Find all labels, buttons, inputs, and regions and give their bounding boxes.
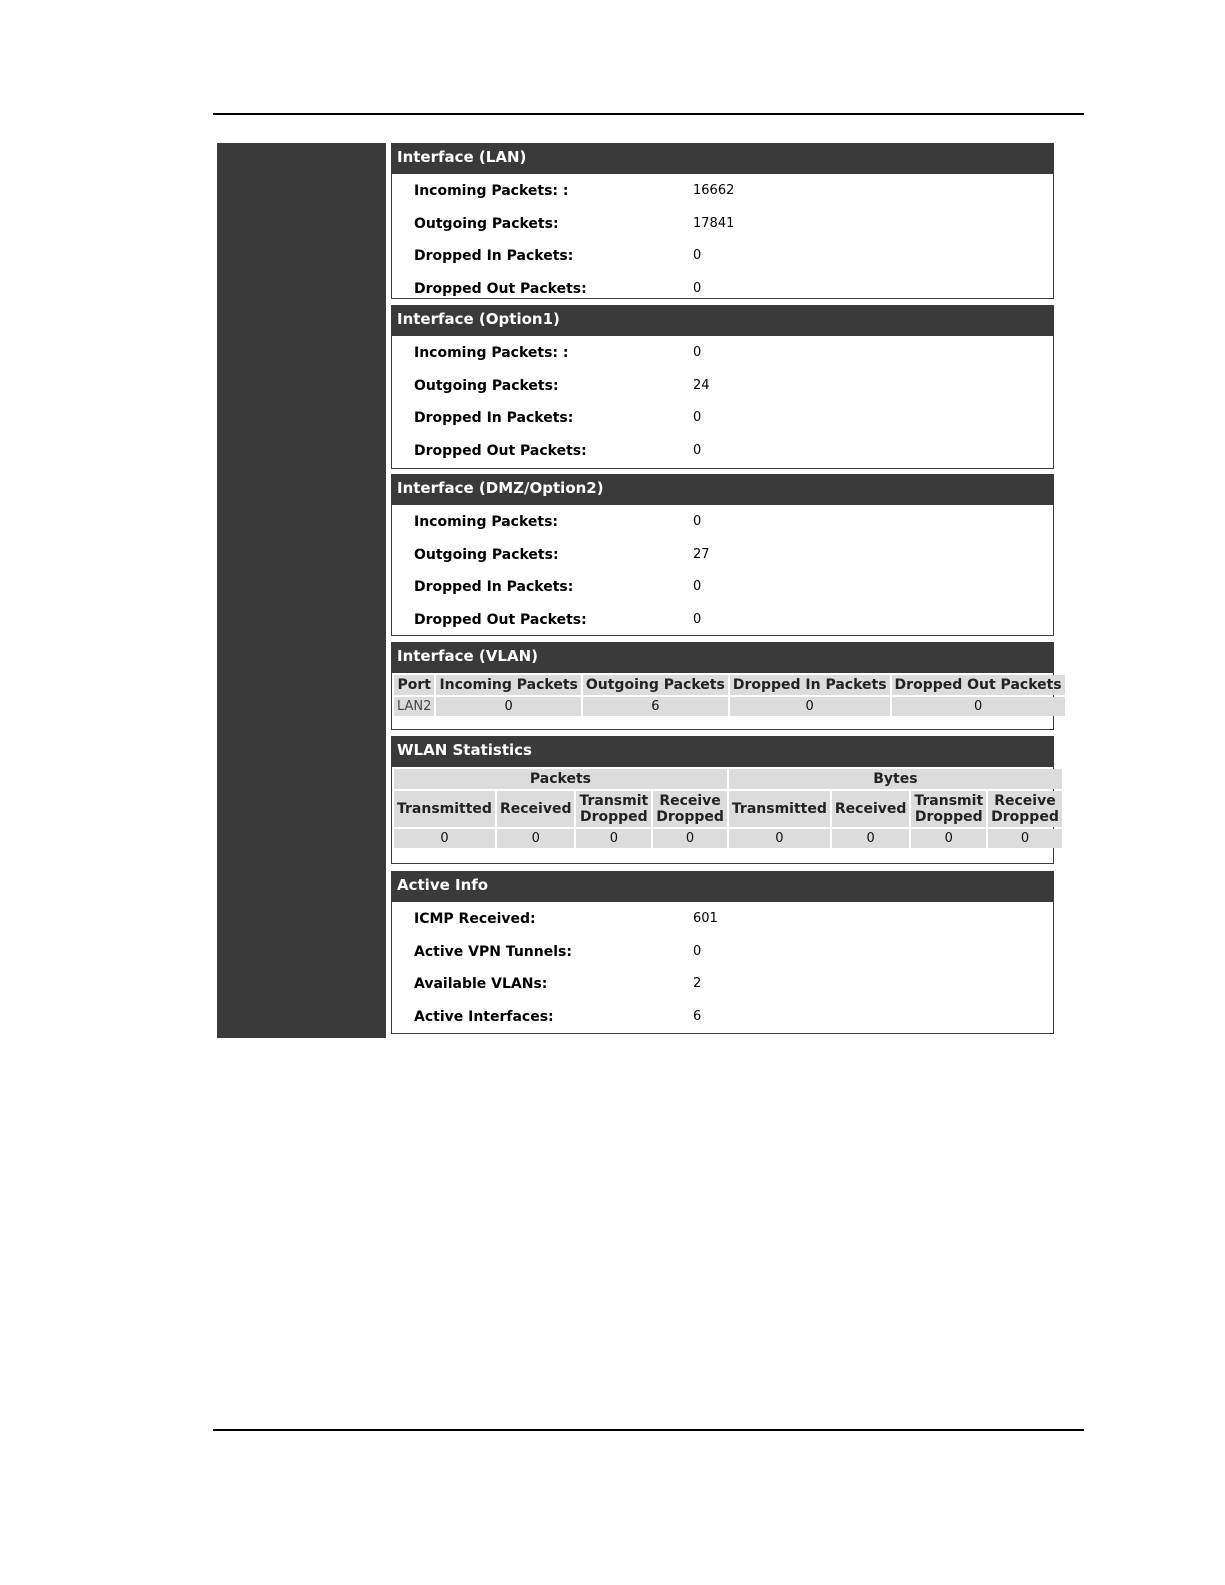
lan-dropped-in-row [392,239,1053,272]
header-line: Received [834,801,907,817]
dmz-dropped-out-row [392,603,1053,636]
wlan-value-cell: 0 [497,829,575,848]
row-value: 0 [693,410,702,425]
wlan-sub-header-row [394,791,1062,827]
dmz-incoming-row [392,505,1053,538]
wlan-col-received [497,791,575,827]
option1-section [391,305,1054,469]
row-value: 0 [693,280,702,296]
option1-dropped-in-row [392,401,1053,434]
wlan-col-bytes-transmit-dropped [911,791,986,827]
vlan-section-header: Interface (VLAN) [392,643,1053,673]
row-value: 0 [693,611,702,627]
wlan-value-cell: 0 [653,829,727,848]
option1-section-header: Interface (Option1) [392,306,1053,336]
wlan-col-bytes-received [832,791,910,827]
row-label: Dropped In Packets: [414,410,574,426]
vlan-port-cell: LAN2 [394,697,434,716]
vlan-outgoing-cell: 6 [583,697,728,716]
table-row [394,697,1065,716]
wlan-group-packets: Packets [394,769,727,789]
row-label: Incoming Packets: : [414,183,569,199]
row-value: 0 [693,579,702,594]
wlan-value-cell: 0 [576,829,651,848]
row-value: 0 [693,345,702,360]
vlan-col-outgoing: Outgoing Packets [583,675,728,695]
row-label: Incoming Packets: [414,514,559,530]
wlan-group-header-row [394,769,1062,789]
lan-section [391,143,1054,299]
dmz-section [391,474,1054,636]
active-info-section [391,871,1054,1034]
dmz-dropped-in-row [392,570,1053,603]
row-value: 0 [693,442,702,458]
wlan-table [392,767,1064,850]
active-vpn-tunnels-row [392,935,1053,968]
header-line: Receive [659,793,721,809]
header-line: Transmitted [731,801,827,817]
wlan-value-cell: 0 [832,829,910,848]
row-value: 17841 [693,215,735,231]
vlan-col-dropped-in: Dropped In Packets [730,675,890,695]
row-label: Outgoing Packets: [414,377,559,394]
lan-section-header: Interface (LAN) [392,144,1053,174]
vlan-incoming-cell: 0 [436,697,580,716]
row-label: Available VLANs: [414,976,548,992]
option1-outgoing-row [392,369,1053,402]
row-value: 24 [693,377,710,393]
row-value: 2 [693,976,702,991]
row-value: 0 [693,943,702,959]
wlan-value-cell: 0 [394,829,495,848]
wlan-col-bytes-receive-dropped [988,791,1062,827]
icmp-received-row [392,902,1053,935]
row-label: ICMP Received: [414,911,536,927]
wlan-col-bytes-transmitted [729,791,830,827]
vlan-header-row [394,675,1065,695]
row-label: Outgoing Packets: [414,546,559,563]
header-line: Dropped [579,809,648,825]
header-line: Transmit [579,793,649,809]
vlan-col-port: Port [394,675,434,695]
row-label: Dropped Out Packets: [414,611,587,628]
row-label: Active VPN Tunnels: [414,943,572,960]
row-value: 6 [693,1008,702,1024]
row-label: Outgoing Packets: [414,215,559,232]
header-line: Received [499,801,572,817]
row-value: 0 [693,514,702,529]
row-value: 0 [693,248,702,263]
wlan-section [391,736,1059,864]
row-value: 27 [693,546,710,562]
vlan-col-incoming: Incoming Packets [436,675,580,695]
row-label: Dropped In Packets: [414,579,574,595]
header-line: Dropped [656,809,724,825]
dmz-outgoing-row [392,538,1053,571]
header-line: Transmit [914,793,984,809]
option1-dropped-out-row [392,434,1053,467]
vlan-section [391,642,1062,730]
row-label: Active Interfaces: [414,1008,554,1025]
vlan-dropped-in-cell: 0 [730,697,890,716]
wlan-col-transmit-dropped [576,791,651,827]
header-line: Transmitted [397,801,492,817]
available-vlans-row [392,967,1053,1000]
wlan-section-header: WLAN Statistics [392,737,1053,767]
active-info-section-header: Active Info [392,872,1053,902]
row-label: Dropped Out Packets: [414,442,587,459]
left-nav-panel [217,143,386,1038]
wlan-col-receive-dropped [653,791,727,827]
wlan-value-cell: 0 [911,829,986,848]
bottom-rule [213,1429,1084,1431]
vlan-dropped-out-cell: 0 [892,697,1065,716]
row-value: 16662 [693,183,735,198]
header-line: Dropped [914,809,983,825]
vlan-col-dropped-out: Dropped Out Packets [892,675,1065,695]
vlan-table [392,673,1067,718]
row-label: Dropped In Packets: [414,248,574,264]
row-value: 601 [693,911,718,926]
dmz-section-header: Interface (DMZ/Option2) [392,475,1053,505]
row-label: Incoming Packets: : [414,345,569,361]
active-interfaces-row [392,1000,1053,1033]
wlan-group-bytes: Bytes [729,769,1062,789]
wlan-col-transmitted [394,791,495,827]
lan-dropped-out-row [392,272,1053,305]
lan-outgoing-row [392,207,1053,240]
wlan-value-cell: 0 [988,829,1062,848]
row-label: Dropped Out Packets: [414,280,587,297]
table-row [394,829,1062,848]
wlan-value-cell: 0 [729,829,830,848]
header-line: Dropped [991,809,1059,825]
top-rule [213,113,1084,115]
option1-incoming-row [392,336,1053,369]
header-line: Receive [994,793,1056,809]
lan-incoming-row [392,174,1053,207]
